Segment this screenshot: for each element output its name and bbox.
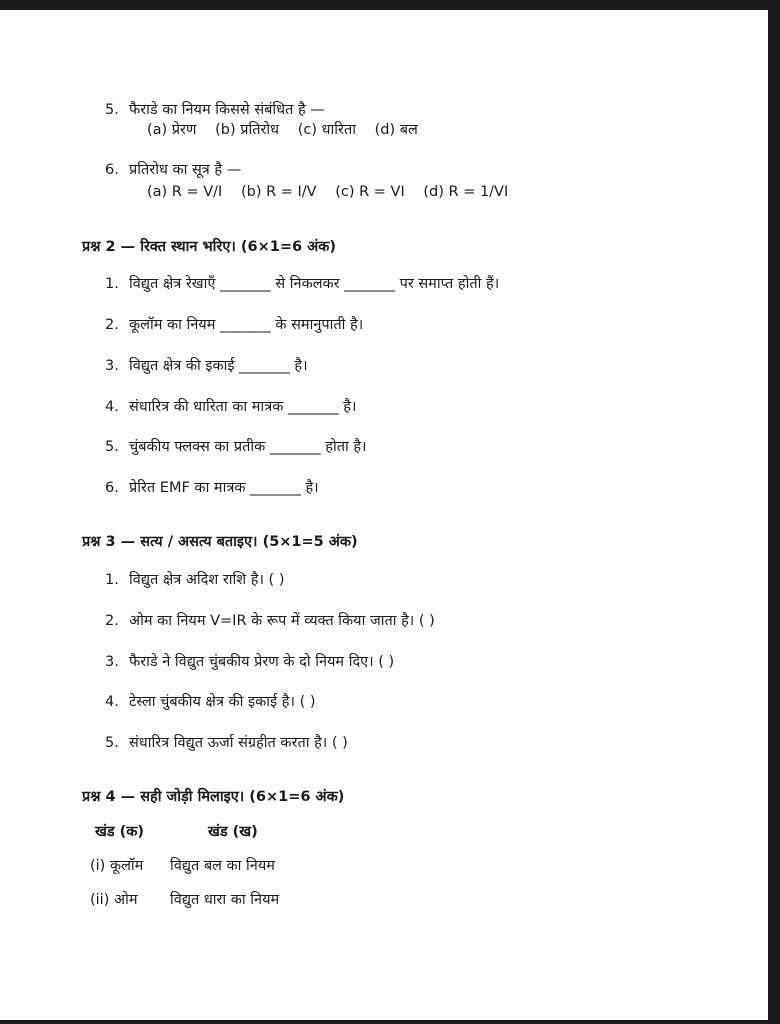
section3-heading: प्रश्न 3 — सत्य / असत्य बताइए। (5×1=5 अंक) [82,534,358,550]
q1-item-6 [105,160,241,180]
fill-blank-item [105,437,367,457]
item-number: 1. [105,276,119,292]
item-number: 5. [105,102,119,118]
fill-blank-item [105,274,499,294]
option-c: (c) R = VI [335,184,405,200]
true-false-item [105,611,435,631]
item-text: विद्युत क्षेत्र रेखाएँ _______ से निकलकर _______ पर समाप्त होती हैं। [129,276,500,292]
item-number: 4. [105,694,119,710]
true-false-item [105,652,394,672]
q1-item-5-options [147,120,432,140]
item-number: 1. [105,572,119,588]
page-content [0,10,768,1020]
section2-heading: प्रश्न 2 — रिक्त स्थान भरिए। (6×1=6 अंक) [82,239,336,255]
item-number: 4. [105,399,119,415]
option-a: (a) R = V/I [147,184,223,200]
q1-item-5 [105,100,325,120]
option-c: (c) धारिता [297,122,356,138]
item-text: फैराडे ने विद्युत चुंबकीय प्रेरण के दो नियम दिए। ( ) [129,654,395,670]
fill-blank-item [105,397,357,417]
exam-page [0,10,768,1020]
option-d: (d) R = 1/VI [423,184,509,200]
item-number: 6. [105,162,119,178]
item-text: टेस्ला चुंबकीय क्षेत्र की इकाई है। ( ) [129,694,316,710]
item-text: ओम का नियम V=IR के रूप में व्यक्त किया जाता है। ( ) [129,613,435,629]
item-text: चुंबकीय फ्लक्स का प्रतीक _______ होता है। [129,439,367,455]
option-d: (d) बल [374,122,418,138]
item-number: 2. [105,613,119,629]
match-right-item: विद्युत धारा का नियम [170,892,280,908]
item-number: 2. [105,317,119,333]
item-number: 3. [105,654,119,670]
match-left-item: (ii) ओम [90,892,138,908]
item-number: 5. [105,735,119,751]
true-false-item [105,692,316,712]
option-b: (b) R = I/V [240,184,317,200]
match-right-item: विद्युत बल का नियम [170,858,275,874]
item-text: संधारित्र विद्युत ऊर्जा संग्रहीत करता है। ( ) [129,735,348,751]
q1-item-6-options [147,182,522,202]
item-text: प्रेरित EMF का मात्रक _______ है। [129,480,319,496]
item-text: संधारित्र की धारिता का मात्रक _______ है। [129,399,357,415]
true-false-item [105,570,284,590]
column-a-header: खंड (क) [95,824,145,840]
true-false-item [105,733,348,753]
fill-blank-item [105,315,363,335]
fill-blank-item [105,356,308,376]
column-b-header: खंड (ख) [208,824,258,840]
option-b: (b) प्रतिरोध [215,122,280,138]
section4-heading: प्रश्न 4 — सही जोड़ी मिलाइए। (6×1=6 अंक) [82,789,345,805]
item-text: विद्युत क्षेत्र अदिश राशि है। ( ) [129,572,285,588]
fill-blank-item [105,478,319,498]
item-number: 5. [105,439,119,455]
item-text: फैराडे का नियम किससे संबंधित है — [129,102,325,118]
item-number: 3. [105,358,119,374]
option-a: (a) प्रेरण [147,122,197,138]
item-text: प्रतिरोध का सूत्र है — [129,162,242,178]
item-number: 6. [105,480,119,496]
item-text: विद्युत क्षेत्र की इकाई _______ है। [129,358,308,374]
match-left-item: (i) कूलॉम [90,858,144,874]
item-text: कूलॉम का नियम _______ के समानुपाती है। [129,317,364,333]
